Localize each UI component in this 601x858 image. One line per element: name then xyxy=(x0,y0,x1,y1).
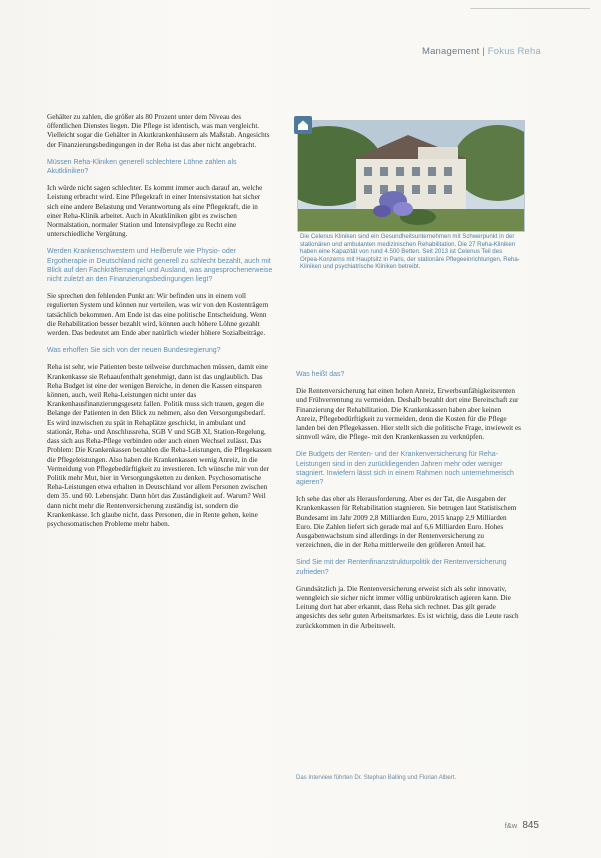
paragraph: Ich sehe das eher als Herausforderung. Aber es der Tat, die Ausgaben der Krankenkassen für Rehabilitation stagnieren. Sie betrugen laut Statistischem Bundesamt im Jahr 2009 2,8 Milliarden Euro, 2015 knapp 2,9 Milliarden Euro. Die Zahlen liefert sich gerade mal auf 6,6 Milliarden Euro. Hohes Ausgabenwachstum sind allerdings in der Rentenversicherung zu verzeichnen, die in der Reha mittlerweile den größeren Anteil hat. xyxy=(296,495,517,550)
photo-badge-icon xyxy=(294,116,312,134)
paragraph: Sie sprechen den fehlenden Punkt an: Wir befinden uns in einem voll regulierten System und können nur verteilen, was wir von den Kostenträgern tatsächlich bekommen. Am Ende ist das eine politische Entscheidung. Wenn die Rehabilitation besser bezahlt wird, können auch höhere Löhne gezahlt werden. Das bedeutet am Ende aber natürlich wieder höhere Sozialbeiträge. xyxy=(47,292,269,338)
left-column xyxy=(47,113,273,537)
house-icon xyxy=(294,116,312,134)
clinic-building-image xyxy=(298,121,524,231)
page-footer xyxy=(505,820,539,831)
magazine-name: f&w xyxy=(504,821,518,830)
paragraph: Reha ist sehr, wie Patienten beste teilweise durchmachen müssen, damit eine Krankenkasse sie Rehaaufenthalt genehmigt, dann ist das unglaublich. Das Reha Budget ist eine der wenigen Bereiche, in denen die Kassen einsparen können, auch, weil Reha-Leistungen nicht unter das Krankenhausfinanzierungsgesetz fallen. Politik muss sich trauen, gegen die Belange der Patienten in den Blick zu nehmen, also den Versorgungsbedarf. Es wird inzwischen zu spät in Rehaplätze geschickt, in ambulant und stationär, Reha- und Anschlussreha, SGB V und SGB XI, Station-Regelung, dass sich aus Reha-Pflege verbinden oder auch einen Wechsel zulässt. Das Problem: Die Krankenkassen bezahlen die Reha-Leistungen, die Pflegekassen die Pflegeleistungen. Also haben die Krankenkassen wenig Anreiz, in die Vermeidung von Pflegebedürftigkeit zu investieren. Ich wünsche mir von der Politik mehr Mut, hier in Versorgungsketten zu denken. Psychosomatische Reha-Leistungen etwa erhalten in Deutschland vor allem Personen zwischen dem 35. und 60. Lebensjahr. Dann hört das Zuständigkeit auf. Warum? Weil dann nicht mehr die Rentenversicherung zuständig ist, sondern die Krankenkasse. Ich glaube nicht, dass Personen, die in Rente gehen, keine psychosomatischen Probleme mehr haben. xyxy=(47,363,272,528)
clinic-photo xyxy=(297,120,525,232)
right-column xyxy=(296,370,522,639)
section-separator: | xyxy=(482,46,485,57)
paragraph: Grundsätzlich ja. Die Rentenversicherung erweist sich als sehr innovativ, wenngleich sie sicher nicht immer völlig unbürokratisch agieren kann. Die Leitung dort hat aber erkannt, dass Reha sich rechnet. Das gilt gerade angesichts des sehr guten Arbeitsmarktes. Es ist wichtig, dass die Leute rasch zurückkommen in die Arbeitswelt. xyxy=(296,584,519,630)
interview-question: Müssen Reha-Kliniken generell schlechtere Löhne zahlen als Akutkliniken? xyxy=(47,158,237,176)
section-title: Management xyxy=(421,46,480,57)
interview-credit: Das Interview führten Dr. Stephan Balling und Florian Albert. xyxy=(296,775,457,781)
section-subtitle: Fokus Reha xyxy=(487,46,541,57)
paragraph: Ich würde nicht sagen schlechter. Es kommt immer auch darauf an, welche Leistung erbracht wird. Eine Pflegekraft in einer Intensivstation hat sicher sich eine andere Belastung und Verantwortung als eine Pflegekraft, die in einer Reha-Klinik arbeitet. Auch in Akutkliniken gibt es zwischen Normalstation, normaler Station und Intensivpflege zu Recht eine unterschiedliche Vergütung. xyxy=(47,184,263,239)
interview-question: Was heißt das? xyxy=(296,371,345,378)
paragraph: Gehälter zu zahlen, die größer als 80 Prozent unter dem Niveau des öffentlichen Dienstes liegen. Die Pflege ist identisch, was man vergleicht. Vielleicht sogar die Gehälter in Akutkrankenhäusern als Maßstab. Angesichts der Finanzierungsbedingungen in der Reha ist das aber nicht angebracht. xyxy=(47,113,270,149)
interview-question: Sind Sie mit der Rentenfinanzstrukturpolitik der Rentenversicherung zufrieden? xyxy=(296,559,507,576)
photo-caption: Die Celenus Kliniken sind ein Gesundheitsunternehmen mit Schwerpunkt in der stationären und ambulanten medizinischen Rehabilitation. Die 27 Reha-Kliniken haben eine Kapazität von rund 4.500 Betten. Seit 2013 ist Celenus Teil des Orpea-Konzerns mit Hauptsitz in Paris, der stationäre Pflegeeinrichtungen, Reha-Kliniken und psychiatrische Kliniken betreibt. xyxy=(300,233,520,270)
interview-question: Die Budgets der Renten- und der Krankenversicherung für Reha-Leistungen sind in den zurückliegenden Jahren mehr oder weniger stagniert. Inwiefern lässt sich in einem Rahmen noch unternehmerisch agieren? xyxy=(296,451,514,487)
section-label xyxy=(422,46,541,57)
top-rule xyxy=(470,8,590,9)
interview-question: Was erhoffen Sie sich von der neuen Bundesregierung? xyxy=(47,347,221,355)
page-number: 845 xyxy=(522,820,539,831)
paragraph: Die Rentenversicherung hat einen hohen Anreiz, Erwerbsunfähigkeitsrenten und Frühverrentung zu vermeiden. Deshalb bezahlt dort eine Bereitschaft zur Finanzierung der Rehabilitation. Die Krankenkassen haben aber keinen Anreiz, Pflegebedürftigkeit zu vermeiden, denn die Kosten für die Pflege landen bei den Pflegekassen. Hier stellt sich die politische Frage, inwieweit es sinnvoll wäre, die Pflege- mit den Krankenkassen zu verknüpfen. xyxy=(296,387,521,442)
interview-question: Werden Krankenschwestern und Heilberufe wie Physio- oder Ergotherapie in Deutschland nicht generell zu schlecht bezahlt, auch mit Blick auf den Fachkräftemangel und Ausland, was angesprochenerweise nicht zuletzt an den Finanzierungsbedingungen liegt? xyxy=(47,248,273,284)
